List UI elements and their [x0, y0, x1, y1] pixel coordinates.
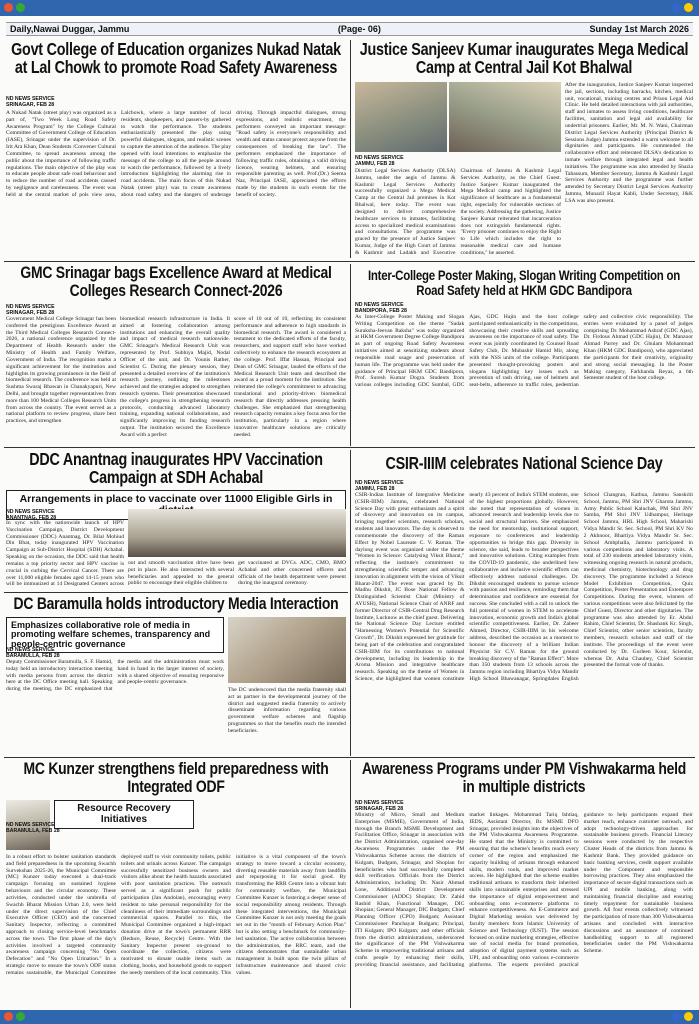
headline: GMC Srinagar bags Excellence Award at Medical Colleges Research Connect-2026 — [20, 263, 332, 300]
article-justice-medical-camp — [353, 40, 695, 260]
headline: Awareness Programs under PM Vishwakarma held in multiple districts — [361, 759, 687, 796]
article-body: Ministry of Micro, Small and Medium Enterprises (MSME), Government of India, through the Branch MSME Development and Facilitation Office, Srinagar in association with the District Administration, organised one-day Awareness Programmes under the PM Vishwakarma Scheme across the districts of Kulgam, Budgam, Srinagar, and Shopian for beneficiaries who had successfully completed skill verification. Officials from the District Administration, including Dr. Nasir Ahmad Lone, Additional District Development Commissioner (ADDC) Shopian; Dr. Zahid Rashid Khan, Functional Manager, DIC Shopian; General Manager, DIC Budgam; Chief Planning Officer (CPO) Budgam; Assistant Commissioner Panchayat Budgam; Principal, ITI Kulgam; IPO Kulgam; and other officials from the district administrations, underscored the significance of the PM Vishwakarma Scheme in empowering traditional artisans and crafts people by enhancing their skills, providing financial assistance, and facilitating market linkages. Mohammad Tariq Ishtiaq, IEDS, Assistant Director, Br. MSME DFO Srinagar, provided insights into the objectives of the PM Vishwakarma Awareness Programme. He stated that the Ministry is committed to ensuring that the scheme's benefits reach every corner of the region and emphasized the capacity building of artisans through enhanced skills, modern tools, and improved market access. He highlighted that the scheme enables traditional artisans to transform their inherited skills into sustainable enterprises and stressed the importance of digital empowerment and onboarding onto e-commerce platforms to enhance competitiveness. An E-Commerce and Digital Marketing session was delivered by faculty members from Islamic University of Science and Technology (IUST). The session focused on online marketing strategies, effective use of social media for brand promotion, adoption of digital payment systems such as UPI, and onboarding onto various e-commerce platforms. The experts provided practical guidance to help participants expand their market reach, enhance customer outreach, and adopt technology-driven approaches for sustainable business growth. Financial Literacy sessions were conducted by the respective Cluster Heads of the districts from Jammu & Kashmir Bank. They provided guidance on basic banking services, credit support available under the Component and responsible borrowing practices. They also emphasized the importance of secure digital transactions such as UPI and mobile banking, along with maintaining financial discipline and ensuring timely repayment for sustainable business growth. All four events collectively witnessed the participation of more than 300 Vishwakarma artisans and concluded with interactive discussions and an assurance of continued handholding support to all registered beneficiaries under the PM Vishwakarma Scheme. — [355, 812, 693, 968]
masthead-date: Sunday 1st March 2026 — [589, 24, 689, 34]
circle-icon — [16, 1012, 25, 1021]
article-body: District Legal Services Authority (DLSA) Jammu, under the aegis of Jammu & Kashmir Legal Services Authority successfully organized a Mega Medical Camp at the Central Jail premises in Kot Bhalwal, here today. The event was designed to deliver comprehensive healthcare services to inmates, facilitating access to specialized medical examinations and consultations. The programme was graced by the presence of Justice Sanjeev Kumar, Judge of the High Court of Jammu & Kashmir and Ladakh and Executive Chairman of Jammu & Kashmir Legal Services Authority, as the Chief Guest. Justice Sanjeev Kumar inaugurated the Mega Medical camp and highlighted the significance of healthcare as a fundamental right, especially for vulnerable sections of the society. Addressing the gathering, Justice Sanjeev Kumar reiterated that incarceration does not extinguish fundamental rights. "Every prisoner continues to enjoy the Right to Life which includes the right to reasonable medical care and humane conditions," he asserted. — [355, 168, 561, 256]
article-body: After the inauguration, Justice Sanjeev Kumar inspected the jail, sections, including barracks, kitchen, medical unit, vocational, training centres and Prison Legal Aid Clinic. He held detailed interactions with jail authorities, staff and inmates to assess living conditions, healthcare facilities, sanitation and legal aid availability for undertrial prisoners. Earlier, Mr. M. N. Wani, Chairman District Legal Services Authority (Principal District & Sessions Judge) Jammu extended a warm welcome to all dignitaries and participants. He commended the collaborative effort and reiterated DLSA's dedication to inmate welfare through integrated legal and health initiatives. The programme was also attended by Shazia Tabassum, Member Secretary, Jammu & Kashmir Legal Services Authority and the programme was further attended by Secretary District Legal Services Authority Jammu, Munazil Hayat Kabli, Under Secretary, J&K LSA was also present. — [565, 82, 693, 204]
article-road-safety-nukad — [4, 40, 348, 260]
byline: ND NEWS SERVICE JAMMU, FEB 28 — [355, 480, 404, 493]
headline: Inter-College Poster Making, Slogan Writing Competition on Road Safety held at HKM GDC Bandipora — [367, 267, 681, 298]
circle-icon — [16, 3, 25, 12]
circle-icon — [684, 1012, 693, 1021]
article-body: In a robust effort to bolster sanitation standards and field preparedness in the upcoming Swachh Survekshan 2025-26, the Municipal Committee (MC) Kunzer today executed a dual-track campaign focusing on sustained hygiene behaviours and the circular economy. These activities, conducted under the umbrella of Swachh Bharat Mission Urban 2.0, were held under the direct supervision of the Chief Executive Officer (CEO) and the concerned Sanitary Inspector, reflecting a committed approach to closing service-level benchmarks across the town. The first phase of the day's activities involved a targeted community awareness campaign concerning "No Open Defecation" and "No Open Urination." In a strategic move to ensure the town's ODF status remains sustainable, the Municipal Committee deployed staff to visit community toilets, public toilets and urinals across Kunzer. The campaign successfully sensitized business owners and visitors alike about the health hazards associated with poor sanitation practices. The outreach served as a significant push for public participation (Jan Andolan), encouraging every resident to take personal responsibility for the cleanliness of their immediate surroundings and commercial spaces. Parallel to this, the Municipal Committee organized a high-impact donation drive at the town's permanent RRR (Reduce, Reuse, Recycle) Centre. With the Sanitary Inspector present on-ground to coordinate the collection, citizens were motivated to donate usable items such as clothing, books, and household goods to support the needy members of the local community. This initiative is a vital component of the town's strategy to move toward a circular economy, diverting reusable materials away from landfills and repurposing it for social good. By transforming the RRR Centre into a vibrant hub for community welfare, the Municipal Committee Kunzer is fostering a deeper sense of social responsibility among residents. Through these integrated interventions, the Municipal Committee Kunzer is not only meeting the goals set out in the "month of February Action Plan" but is also setting a benchmark for community-led sanitation. The active collaboration between the administration, the RRC team, and the citizens demonstrates that sustainable urban management is built upon the twin pillars of infrastructure maintenance and shared civic values. — [6, 854, 346, 976]
subheadline: Emphasizes collaborative role of media in promoting welfare schemes, transparency and people-centric governance — [6, 617, 224, 653]
article-body: biomedical research infrastructure in India. It aimed at fostering collaboration among institutions and enhancing the overall quality and impact of medical research nationwide. GMC Srinagar's Medical Research Unit was represented by Prof. Subhiya Majid, Nodal Officer of the unit, and Dr. Younis Rather, Scientist C. During the plenary session, they presented a detailed overview of the institution's research journey, outlining the milestones achieved and the strategies adopted to strengthen research systems. Their presentation showcased the college's progress in strengthening research protocols, conducting advanced laboratory training, expanding national collaborations, and significantly improving its funding research output. The institution secured the Excellence Award with a perfect — [120, 316, 230, 438]
article-body: score of 10 out of 10, reflecting its consistent performance and adherence to high standards in biomedical research. The award is considered a testament to the dedicated efforts of the faculty, researchers, and support staff who have worked collectively to enhance the research ecosystem at the college. Prof. Iffat Hassan, Principal and Dean of GMC Srinagar, lauded the efforts of the Medical Research Unit team and described the award as a proud moment for the institution. She reiterated the college's commitment to advancing translational and priority-driven biomedical research that directly addresses pressing health challenges. She emphasized that strengthening research capacity remains a key focus area for the institution, particularly in a region where innovative healthcare solutions are critically needed. — [234, 316, 346, 438]
article-hpv-vaccination — [4, 450, 348, 590]
circle-icon — [672, 1012, 681, 1021]
masthead — [6, 22, 693, 36]
photo — [128, 509, 346, 557]
headline: DC Baramulla holds introductory Media Interaction — [13, 594, 339, 613]
article-csir-science-day — [353, 450, 695, 756]
article-body: The DC underscored that the media fraternity shall act as partner in the developmental journey of the district and suggested media fraternity to actively disseminate information regarding various government welfare schemes and flagship programmes so that the benefits reach the intended beneficiaries. — [228, 687, 346, 734]
article-body: CSIR-Indian Institute of Integrative Medicine (CSIR-IIIM) Jammu, celebrated National Science Day with great enthusiasm and a spirit of discovery and innovation on its campus, bringing together scientists, research scholars, students and innovators. The day is observed to commemorate the discovery of the Raman Effect by Nobel Laureate C. V. Raman. The daylong event was organized under the theme "Women in Science: Catalysing Viksit Bharat," reflecting the institute's commitment to strengthening scientific temper and advancing innovation in alignment with the vision of Viksit Bharat-2047. The event was graced by Dr. Madhu Dikshit, JC Bose National Fellow & Distinguished Scientist Chair (Ministry of AYUSH), National Science Chair of ANRF and former Director of CSIR-Central Drug Research Institute, Lucknow as the chief guest. Delivering the National Science Day Lecture entitled "Harnessing Women's Potential for Scientific Growth", Dr. Dikshit expressed her gratitude for being part of the celebration and congratulated CSIR-IIIM for its contributions to national development, including its leadership in the Aroma Mission and integrative healthcare research. Speaking on the theme of Women in Science, she highlighted that women constitute nearly 43 percent of India's STEM students, one of the highest proportions globally. However, she noted that representation of women in advanced research and leadership levels due to social and structural barriers. She emphasized the need for mentorship, institutional support, exposure to conferences and leadership opportunities to bridge this gap. Diversity in science, she said, leads to broader perspectives and innovative solutions. Citing examples from the COVID-19 pandemic, she underlined how collaborative and inclusive scientific efforts can effectively address national challenges. Dr. Dikshit encouraged students to pursue science with passion and resilience, reminding them that determination and confidence are essential for success. She concluded with a call to unlock the full potential of women in STEM to accelerate innovation, economic growth and India's global scientific competitiveness. Earlier, Dr. Zabeer Ahmed, Director, CSIR-IIIM in his welcome address, described the occasion as a moment to honour the discovery of a brilliant Indian Physicist Sir C.V. Raman for the ground breaking discovery of the "Raman Effect". More than 350 students from 13 schools across the Jammu region including Bhartiya Vidya Mandir High School Bhawanagar, Springdales English School Changran, Kathua, Jammu Sanskriti School, Jammu, PM Shri JNV Gharota Jammu, Army Public School Kaluchak, PM Shri JNV Samba, PM Shri JNV Udhampur, Heritage School Jammu, HRL High School, Maharishi Vidya Mandir Sr. Sec. School, PM Shri KV No 2 Akhnoor, Bhartiya Vidya Mandir Sr. Sec. School Ambphalla, Jammu participated in various competitions and laboratory visits. A total of 230 students attended laboratory visits, witnessing ongoing research in natural products, medicinal chemistry, biotechnology and drug discovery. The programme included a Science Model Exhibition Competition, Quiz Competition, Poster Presentation and Extempore Competitions. During the event, winners of various competitions were also felicitated by the Chief Guest, Director and other dignitaries. The programme was also attended by Er. Abdul Rahim, Chief Scientist, Dr. Shashank Kr. Singh, Chief Scientist, other senior scientists, faculty members, research scholars and staff of the institute. The proceedings of the event were conducted by Dr. Gurleen Kour, Scientist, whereas Dr. Asha Chaubey, Chief Scientist presented the formal vote of thanks. — [355, 492, 693, 682]
circle-icon — [4, 3, 13, 12]
top-color-bar — [0, 0, 699, 16]
article-gmc-award — [4, 264, 348, 446]
article-body: Government Medical College Srinagar has been conferred the prestigious Excellence Award at the Third Medical Colleges Research Connect-2026, a national conference organized by the Department of Health Research under the Ministry of Health and Family Welfare, Government of India. The recognition marks a significant achievement for the institution and highlights its growing prominence in the field of biomedical research. The conference was held at Sushma Swaraj Bhawan in Chanakyapuri, New Delhi, and brought together representatives from more than 100 Medical Colleges Research Units from across the country. The event served as a national platform to review progress, share best practices, and strengthen — [6, 316, 116, 425]
article-dc-baramulla — [4, 595, 348, 755]
byline: ND NEWS SERVICE SRINAGAR, FEB 28 — [355, 800, 404, 813]
circle-icon — [684, 3, 693, 12]
headline: Govt College of Education organizes Nukad Natak at Lal Chowk to promote Road Safety Awareness — [11, 39, 341, 78]
byline: ND NEWS SERVICE BARAMULLA, FEB 28 — [6, 822, 60, 835]
headline: Justice Sanjeev Kumar inaugurates Mega Medical Camp at Central Jail Kot Bhalwal — [359, 39, 689, 78]
circle-icon — [4, 1012, 13, 1021]
masthead-page-number: (Page- 06) — [337, 24, 381, 34]
circle-icon — [672, 3, 681, 12]
byline: ND NEWS SERVICE SRINAGAR, FEB 28 — [6, 304, 55, 317]
article-pm-vishwakarma — [353, 760, 695, 1008]
article-body: As Inter-College Poster Making and Slogan Writing Competition on the theme "Sadak Suraksha-Jeevan Raksha" was today organized at HKM Government Degree College Bandipora as part of ongoing Road Safety Awareness initiatives aimed at sensitizing students about responsible road usage and preservation of human life. The programme was held under the guidance of Principal HKM GDC Bandipora, Prof. Suresh Kumar Dogra. Students from various colleges including GDC Sumbal, GDC Ajas, GDC Hajin and the host college participated enthusiastically in the competitions, showcasing their creative skills and spreading awareness on the importance of road safety. The event was jointly coordinated by Counsel Road Safety Club, Dr. Mubashir Hamid Mir, along with the NSS units of the college. Participants presented thought-provoking posters and slogans highlighting key issues such as prevention of rash driving, use of helmets and seat-belts, adherence to traffic rules, pedestrian safety and collective civic responsibility. The entries were evaluated by a panel of judges comprising Dr. Mohammad Ashraf (GDC Ajas), Dr. Firdous Ahmad (GDC Hajin), Dr. Manzoor Ahmad Parrey and Dr. Ghulam Mohammad Khan (HKM GDC Bandipora), who appreciated the participants for their creativity, originality and strong social messaging. In the Poster Making category, Farkhanda Reyaz, a 6th Semester student of the host college. — [355, 314, 693, 389]
photo — [228, 617, 346, 683]
byline: ND NEWS SERVICE BARAMULLA, FEB 28 — [6, 647, 60, 660]
photo — [355, 82, 447, 152]
photo — [449, 82, 561, 152]
headline: CSIR-IIIM celebrates National Science Day — [385, 453, 663, 473]
article-body: out and smooth vaccination drive have been put in place. He also interacted with several beneficiaries and appealed to the general public to encourage their eligible children to — [128, 560, 234, 587]
subheadline: Resource Recovery Initiatives — [54, 800, 194, 829]
byline: ND NEWS SERVICE BANDIPORA, FEB 28 — [355, 302, 407, 315]
bottom-color-bar — [0, 1010, 699, 1024]
subheadline: Arrangements in place to vaccinate over 11000 Eligible Girls in — [6, 490, 346, 520]
byline: ND NEWS SERVICE JAMMU, FEB 28 — [355, 155, 404, 168]
masthead-publication: Daily,Nawai Duggar, Jammu — [10, 24, 130, 34]
article-body: get vaccinated at DVCs. ADC, CMO, BMO Achabal and other concerned officers and officials of the health department were present during the inaugural ceremony. — [238, 560, 346, 587]
article-poster-competition — [353, 264, 695, 446]
article-body: Deputy Commissioner Baramulla, S. F. Hamid, today held an introductory interaction meeting with media persons from across the district here at the DC Office meeting hall. Speaking during the meeting, the DC emphasized that the media and the administration must work hand in hand in the larger interest of society, with a shared objective of ensuring responsive and people-centric governance. — [6, 659, 224, 693]
headline: MC Kunzer strengthens field preparedness with Integrated ODF — [23, 759, 329, 796]
byline: ND NEWS SERVICE ANANTNAG, FEB 28 — [6, 509, 57, 522]
headline: DDC Anantnag inaugurates HPV Vaccination Campaign at SDH Achabal — [29, 449, 323, 488]
article-body: In sync with the nationwide launch of HPV Vaccination Campaign, District Development Commissioner (DDC) Anantnag, Dr. Bilal Mohiud Din Bhat, today inaugurated HPV Vaccination Campaign at Sub-District Hospital (SDH) Achabal. Speaking on the occasion, the DDC said that health remains a top priority sector and HPV vaccine is crucial in curbing the Cervical Cancer. There are over 11,000 eligible females aged 14-15 years who will be immunized at 14 Designated Centers across — [6, 520, 124, 588]
article-body: A Nukad Natak (street play) was organized as a part of, "Two Week Long Road Safety Awareness Program" by the College Cultural Committee of Government College of Education (IASE), Srinagar under the supervision of Dr. Irit Ara Khan, Dean Students /Convener Cultural Committee, to spread awareness among the public about the importance of following traffic regulations. The main objective of the play was to educate people about safe road behaviour and to reduce the number of road accidents caused by negligence and carelessness. The event was held at the central market of pols view area, Lalchowk, where a large number of local residents, shopkeepers, and passers-by gathered to watch the performance. The students enthusiastically presented the play using powerful dialogues, slogans, and realistic scenes to capture the attention of the audience. The play opened with loud intentions to emphasize the message of the college to all the people around to watch the performance, followed by a lively introduction highlighting the alarming rise in road accidents. The main focus of this Nukad Natak (street play) was to create awareness about road safety and the dangers of underage driving. Through impactful dialogues, strong expressions, and realistic enactment, the performers conveyed an important message: "Road safety is everyone's responsibility and wealth and status cannot protect anyone from the consequences of breaking the law". The performers emphasized the importance of following traffic rules, obtaining a valid driving licence, wearing helmets, and ensuring responsible parenting as well. Prof.(Dr.) Seema Naz, Principal IASE, appreciated the efforts made by the students in such events for the benefit of society. — [6, 110, 346, 198]
article-mc-kunzer — [4, 760, 348, 1008]
byline: ND NEWS SERVICE SRINAGAR, FEB 28 — [6, 96, 55, 109]
